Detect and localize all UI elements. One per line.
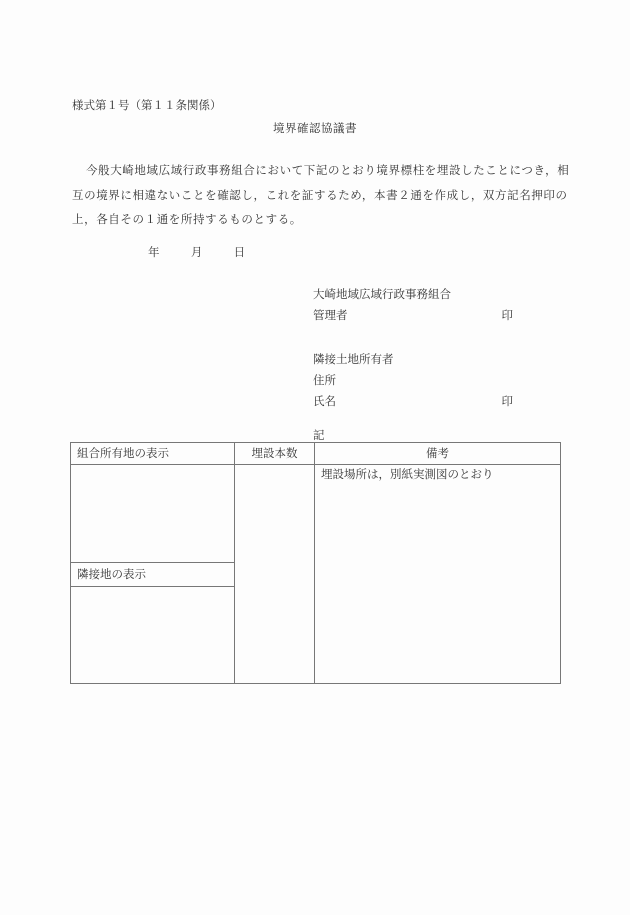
header-remarks: 備考: [315, 443, 561, 465]
table-header-row: [71, 443, 561, 465]
manager-line: [313, 305, 513, 326]
table-row: [71, 465, 561, 563]
adjacent-land-cell: [71, 587, 235, 684]
name-line: [313, 391, 513, 412]
boundary-record-table: [70, 442, 561, 684]
union-land-cell: [71, 465, 235, 563]
date-line: [148, 244, 245, 260]
name-label: 氏名: [313, 394, 336, 408]
form-number: 様式第１号（第１１条関係）: [72, 98, 222, 112]
signature-gap: [313, 326, 513, 349]
body-paragraph: [72, 158, 572, 232]
address-line: 住所: [313, 373, 336, 387]
ki-label: 記: [313, 428, 325, 442]
year-label: 年: [148, 245, 160, 259]
month-label: 月: [190, 245, 203, 259]
manager-seal-mark: 印: [501, 308, 513, 322]
manager-label: 管理者: [313, 308, 348, 322]
document-title: 境界確認協議書: [273, 121, 357, 135]
remarks-cell: 埋設場所は，別紙実測図のとおり: [315, 465, 561, 684]
signature-block: [313, 284, 513, 412]
body-text: 今般大崎地域広域行政事務組合において下記のとおり境界標柱を埋設したことにつき，相互の境界に相違ないことを確認し，これを証するため，本書２通を作成し，双方記名押印の上，各自その１通を所持するものとする。: [72, 163, 570, 226]
day-label: 日: [233, 245, 246, 259]
organization-name: 大崎地域広域行政事務組合: [313, 287, 451, 301]
header-buried-count: 埋設本数: [235, 443, 315, 465]
adjacent-land-label: 隣接地の表示: [71, 563, 235, 587]
name-seal-mark: 印: [501, 394, 513, 408]
neighbor-heading: 隣接土地所有者: [313, 352, 394, 366]
header-union-land: 組合所有地の表示: [71, 443, 235, 465]
buried-count-cell: [235, 465, 315, 684]
